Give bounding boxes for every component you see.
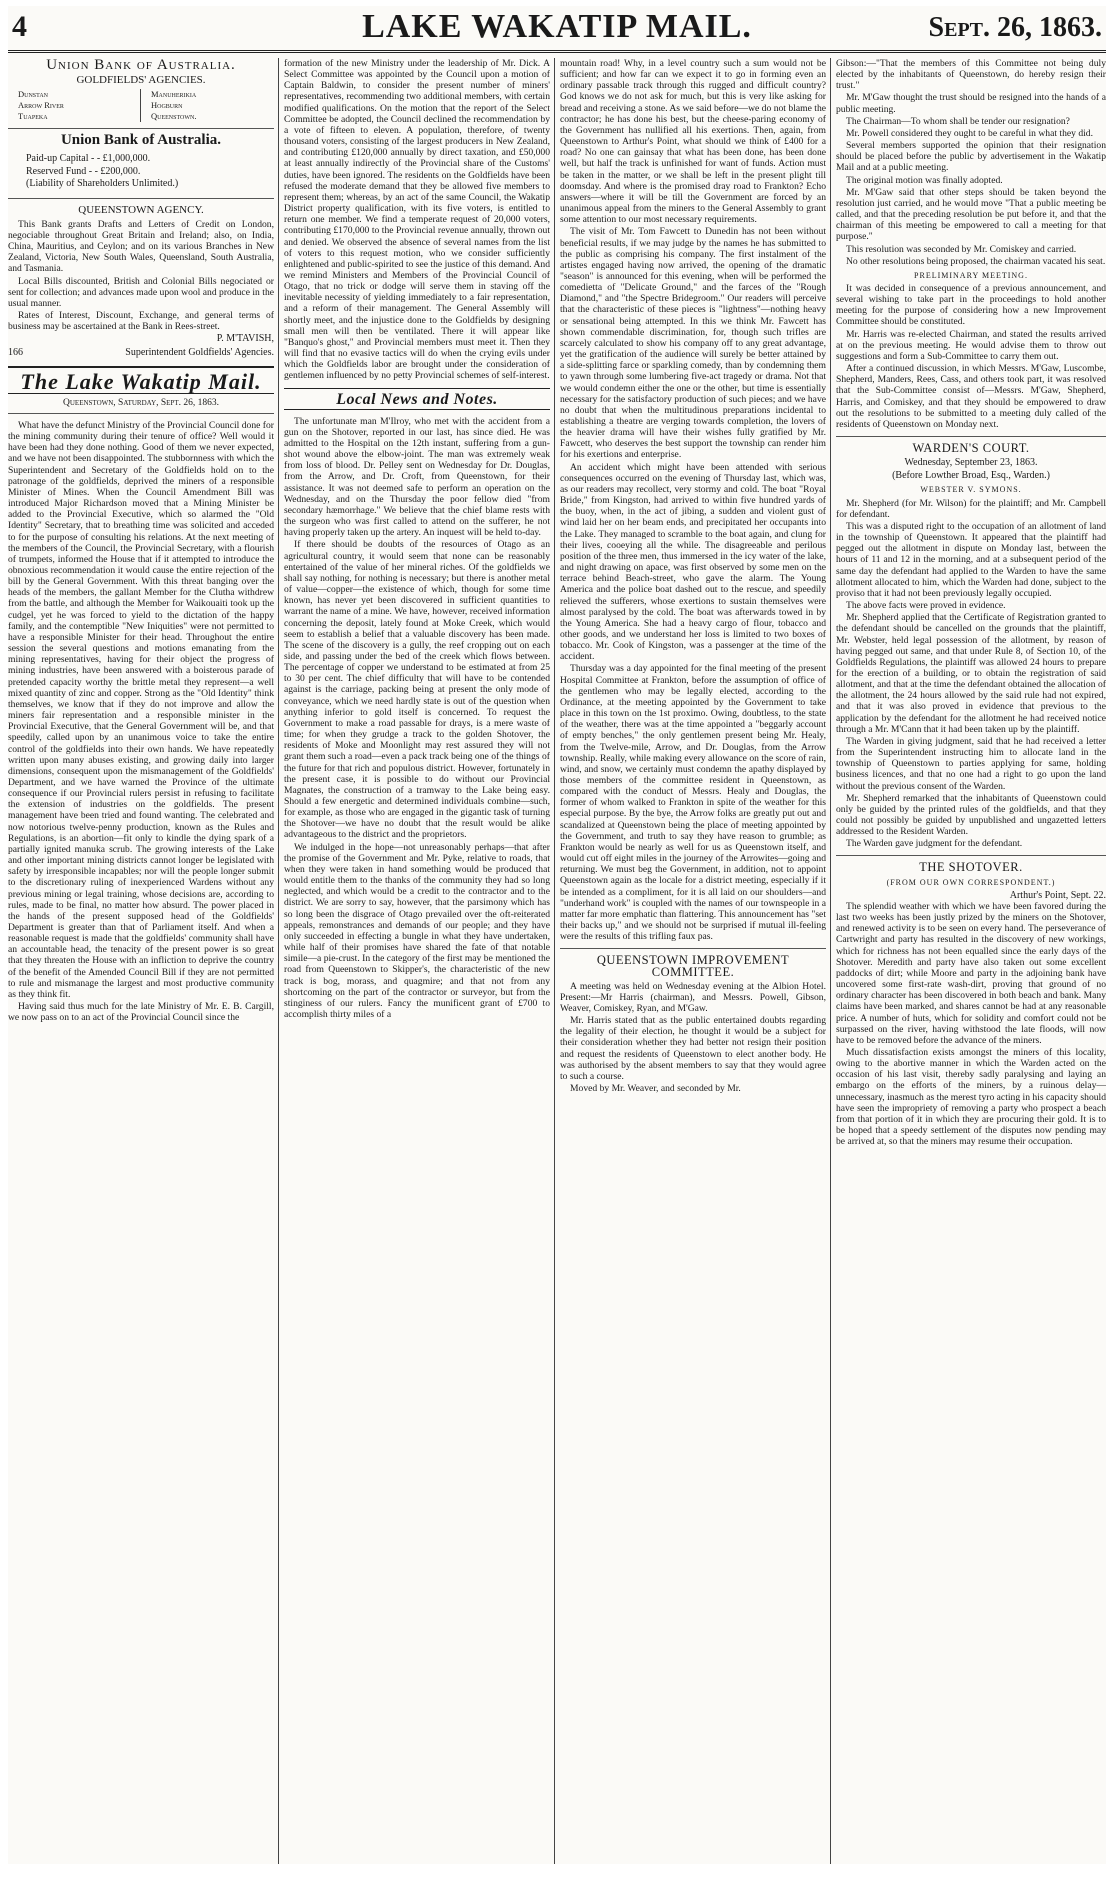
newspaper-page bbox=[8, 6, 1106, 1864]
shotover-paragraph: Much dissatisfaction exists amongst the miners of this locality, owing to the abortive manner in which the Warden acted on the occasion of his last visit, thereby sadly paralysing and laying an embargo on the efforts of the miners, by a ruinous delay—unnecessary, inasmuch as the merest tyro acting in his capacity should have seen the impropriety of removing a party who prospect a beach from that portion of it in which they are procuring their gold. It is to be hoped that a speedy settlement of the disputes now pending may be arrived at, so that the miners may resume their occupation. bbox=[836, 1046, 1106, 1148]
court-paragraph: The Warden gave judgment for the defendant. bbox=[846, 838, 1023, 850]
committee-paragraph: This resolution was seconded by Mr. Comiskey and carried. bbox=[846, 243, 1077, 255]
committee-heading: QUEENSTOWN IMPROVEMENT COMMITTEE. bbox=[560, 948, 826, 977]
capital-line: Paid-up Capital - - £1,000,000. bbox=[26, 153, 151, 165]
committee-paragraph: The Chairman—To whom shall be tender our resignation? bbox=[846, 115, 1070, 127]
agency-item: Manuherikia bbox=[151, 89, 197, 100]
agency-item: Queenstown. bbox=[151, 111, 197, 122]
news-paragraph: If there should be doubts of the resources of Otago as an agricultural country, it would seem that none can be reasonably entertained of the value of her mineral riches. Of the goldfields we shall say nothing, for nothing is necessary; but there is another metal of value—copper—the existence of which, though for some time known, has never yet been discovered in sufficient quantities to warrant the name of a mine. We have, however, received information concerning the deposit, lately found at Moke Creek, which would seem to establish a belief that a valuable discovery has been made. The scene of the discovery is a gully, the reef cropping out on each side, and passing under the bed of the creek which flows between. The percentage of copper we understand to be estimated at from 25 to 30 per cent. The chief difficulty that will have to be contended against is the carriage, packing being at present the only mode of conveyance, which we need hardly state is out of the question when anything inferior to gold itself is concerned. To request the Government to make a road passable for drays, is a mere waste of time; for when they grudge a track to the golden Shotover, the residents of Moke and Moonlight may rest assured they will not grant them such a road—even a pack track being one of the things of the future for that rich and populous district. However, fortunately in the present case, it is possible to do without our Provincial Magnates, the construction of a tramway to the Lake being easy. Should a few energetic and determined individuals combine—such, for example, as those who are engaged in the gigantic task of turning the Shotover—we have no doubt that the result would be alike advantageous to the district and the proprietors. bbox=[284, 539, 550, 841]
preliminary-paragraph: Mr. Harris was re-elected Chairman, and stated the results arrived at on the previous meeting. He would advise them to throw out suggestions and form a Sub-Committee to carry them out. bbox=[836, 328, 1106, 362]
dateline: Queenstown, Saturday, Sept. 26, 1863. bbox=[8, 398, 274, 414]
editorial-paragraph: Having said thus much for the late Ministry of Mr. E. B. Cargill, we now pass on to an act of the Provincial Council since the bbox=[8, 1001, 274, 1024]
court-paragraph: The above facts were proved in evidence. bbox=[846, 600, 1006, 612]
committee-paragraph: A meeting was held on Wednesday evening at the Albion Hotel. Present:—Mr Harris (chairman), and Messrs. Powell, Gibson, Weaver, Comiskey, Ryan, and M'Gaw. bbox=[560, 980, 826, 1014]
liability-note: (Liability of Shareholders Unlimited.) bbox=[26, 178, 179, 190]
preliminary-paragraph: After a continued discussion, in which Messrs. M'Gaw, Luscombe, Shepherd, Manders, Rees, Cass, and others took part, it was resolved that the Sub-Committee consist of—Messrs. M'Gaw, Shepherd, Harris, and Comiskey, and that they should be empowered to draw out the resolutions to be submitted to a meeting duly called of the residents of Queenstown on Monday next. bbox=[836, 363, 1106, 430]
column-3 bbox=[560, 58, 826, 1864]
preliminary-meeting-heading: PRELIMINARY MEETING. bbox=[914, 270, 1028, 280]
news-paragraph: An accident which might have been attended with serious consequences occurred on the evening of Thursday last, which was, as our readers may recollect, very stormy and cold. The boat "Royal Bride," from Kingston, had arrived to within five hundred yards of the buoy, when, in the act of jibing, a sudden and violent gust of wind laid her on her beam ends, and precipitated her occupants into the Lake. They managed to scramble to the boat again, and clung for their lives, cooeying all the while. The disagreeable and perilous position of the three men, thus immersed in the icy water of the lake, and night drawing on apace, was first observed by some men on the terrace behind Beach-street, who gave the alarm. The Young America and the police boat dashed out to the rescue, and speedily relieved the sufferers, whose exertions to sustain themselves were almost paralysed by the cold. The boat was afterwards towed in by the Young America. She had a heavy cargo of flour, tobacco and other goods, and we understand her loss is limited to two boxes of tobacco. Mr. Cook of Kingston, was a passenger at the time of the accident. bbox=[560, 461, 826, 663]
signer-name: P. M'TAVISH, bbox=[216, 333, 274, 345]
committee-paragraph: Several members supported the opinion that their resignation should be placed before the public by advertisement in the Wakatip Mail and at a public meeting. bbox=[836, 140, 1106, 174]
agency-item: Arrow River bbox=[18, 100, 141, 111]
committee-paragraph: Mr. Powell considered they ought to be careful in what they did. bbox=[846, 127, 1093, 139]
page-number: 4 bbox=[12, 10, 27, 43]
masthead bbox=[8, 6, 1106, 53]
committee-paragraph: No other resolutions being proposed, the chairman vacated his seat. bbox=[846, 255, 1106, 267]
court-paragraph: This was a disputed right to the occupation of an allotment of land in the township of Queenstown. It appeared that the plaintiff had pegged out the allotment in dispute on Monday last, between the hours of 11 and 12 in the morning, and at a subsequent period of the same day the defendant had applied to the Warden to have the same allotment allocated to him, which the Warden had done, subject to the proviso that it had not been previously legally occupied. bbox=[836, 520, 1106, 599]
committee-paragraph: Moved by Mr. Weaver, and seconded by Mr. bbox=[570, 1083, 741, 1095]
case-name: WEBSTER V. SYMONS. bbox=[920, 485, 1022, 495]
agency-item: Tuapeka bbox=[18, 111, 141, 122]
court-paragraph: The Warden in giving judgment, said that he had received a letter from the Superintendent instructing him to allocate land in the township of Queenstown to parties applying for same, holding business licences, and that no one had a right to go upon the land without the previous consent of the Warden. bbox=[836, 735, 1106, 792]
court-before: (Before Lowther Broad, Esq., Warden.) bbox=[892, 470, 1050, 482]
ad-number: 166 bbox=[8, 346, 23, 358]
news-paragraph: We indulged in the hope—not unreasonably perhaps—that after the promise of the Government and Mr. Pyke, relative to roads, that when they were taken in hand something would be produced that would entitle them to the thanks of the community they had so long neglected, and which would be a credit to the contractor and to the district. We are sorry to say, however, that the parsimony which has so long been the disgrace of Otago prevailed over the oft-reiterated appeals, remonstrances and demands of our people; and they have only succeeded in effecting a bungle in what they have undertaken, while half of their promises have shared the fate of that notable simile—a pie-crust. In the category of the first may be mentioned the road from Queenstown to Skipper's, the characteristic of the new track is bog, morass, and quagmire; and that not from any shortcoming on the part of the contractor or surveyor, but from the stinginess of our rulers. Fancy the munificent grant of £700 to accomplish thirty miles of a bbox=[284, 841, 550, 1020]
bank-heading: Union Bank of Australia. bbox=[46, 58, 236, 73]
column-2 bbox=[284, 58, 550, 1864]
agency-item: Dunstan bbox=[18, 89, 141, 100]
bank-advertisement bbox=[8, 60, 274, 358]
shotover-subheading: (FROM OUR OWN CORRESPONDENT.) bbox=[886, 877, 1056, 887]
court-date: Wednesday, September 23, 1863. bbox=[904, 457, 1038, 469]
editorial-paragraph: formation of the new Ministry under the leadership of Mr. Dick. A Select Committee was appointed by the Council upon a motion of Captain Baldwin, to consider the present number of miners' representatives, recommending two additional members, with certain modified qualifications. On the motion that the report of the Select Committee be adopted, the Council declined the recommendation by a vote of fifteen to eleven. A population, therefore, of twenty thousand voters, consisting of the largest producers in New Zealand, and contributing £120,000 annually by direct taxation, and £50,000 at least annually indirectly of the Provincial share of the Customs' duties, have been ignored. The residents on the Goldfields have been refused the moderate demand that they be allowed five members to represent them; whereas, by an act of the same Council, the Wakatip District property qualification, with its five voters, is entitled to return one member. We find a temperate request of 20,000 voters, contributing £170,000 to the Provincial revenue annually, thrown out and denied. We observed the absence of several names from the list of voters to this request motion, who we consider sufficiently enlightened and public-spirited to see the justice of this demand. And we remind Ministers and Members of the Provincial Council of Otago, that no trick or dodge will serve them in staving off the inevitable necessity of yielding immediately to a fair representation, and a reform of their management. The General Assembly will shortly meet, and the injustice done to the Goldfields by designing small men will then be ventilated. There it will appear like "Banquo's ghost," and Provincial members must meet it. Then they will find that no evasive tactics will do when the crying evils under which the Goldfields labor are brought under the consideration of gentlemen influenced by no petty Provincial schemes of self-interest. bbox=[284, 58, 550, 382]
agency-item: Hogburn bbox=[151, 100, 183, 111]
committee-paragraph: Mr. M'Gaw thought the trust should be resigned into the hands of a public meeting. bbox=[836, 92, 1106, 115]
court-paragraph: Mr. Shepherd applied that the Certificate of Registration granted to the defendant should be cancelled on the grounds that the plaintiff, Mr. Webster, held legal possession of the allotment, by reason of having pegged out same, and that under Rule 8, of Section 10, of the Goldfields Regulations, the plaintiff was allowed 24 hours to prepare for the erection of a building, or to obtain the registration of said allotment, and that at the time the defendant obtained the allocation of the allotment, the 24 hours allowed by the said rule had not expired, and that it was also proved in evidence that previous to the application by the defendant for the allotment he had received notice through a Mr. M'Cann that it had been taken up by the plaintiff. bbox=[836, 612, 1106, 735]
signature-line bbox=[8, 347, 274, 358]
court-paragraph: Mr. Shepherd remarked that the inhabitants of Queenstown could only be guided by the printed rules of the goldfields, and that they could not possibly be guided by unpublished and ungazetted letters addressed to the Resident Warden. bbox=[836, 792, 1106, 838]
columns bbox=[8, 58, 1106, 1864]
agency-title: QUEENSTOWN AGENCY. bbox=[8, 198, 274, 216]
news-paragraph: The unfortunate man M'Ilroy, who met with the accident from a gun on the Shotover, reported in our last, has since died. He was admitted to the Hospital on the 12th instant, suffering from a gun-shot wound above the elbow-joint. The man was extremely weak from loss of blood. Dr. Pelley sent on Wednesday for Dr. Douglas, from the Arrow, and Dr. Croft, from Queenstown, for their assistance. It was not deemed safe to perform an operation on the Wednesday, and on the Thursday the poor fellow died "from secondary hæmorrhage." We believe that the chief blame rests with the surgeon who was first called to attend on the sufferer, he not having properly taken up the artery. An inquest will be held to-day. bbox=[284, 415, 550, 539]
court-paragraph: Mr. Shepherd (for Mr. Wilson) for the plaintiff; and Mr. Campbell for defendant. bbox=[836, 497, 1106, 520]
agency-paragraph: This Bank grants Drafts and Letters of Credit on London, negociable throughout Great Britain and Ireland; also, on India, China, Mauritius, and Ceylon; and on its various Branches in New Zealand, Victoria, New South Wales, Queensland, South Australia, and Tasmania. bbox=[8, 218, 274, 275]
committee-paragraph: Gibson:—"That the members of this Committee not being duly elected by the inhabitants of Queenstown, do hereby resign their trust." bbox=[836, 58, 1106, 92]
bank-name: Union Bank of Australia. bbox=[8, 128, 274, 146]
newspaper-title: LAKE WAKATIP MAIL. bbox=[362, 8, 752, 45]
editorial-paragraph: What have the defunct Ministry of the Provincial Council done for the mining community during their tenure of office? Well would it have been had they done nothing. Good of them we never expected, and we have not been disappointed. The stubbornness with which the Superintendent and Secretary of the Goldfields hold on to the patronage of the goldfields, deprived the miners of a responsible Minister of Mines. When the Council Amendment Bill was introduced Major Richardson moved that a Mining Minister be added to the Provincial Executive, which so alarmed the "Old Identity" Secretary, that to breathing time was solicited and acceded to for the purpose of consulting his relations. At the next meeting of the members of the Council, the Provincial Secretary, with a flourish of trumpets, informed the House that if it attempted to introduce the obnoxious recommendation it would cause the entire rejection of the bill by the General Government. With this threat banging over the heads of the members, the gallant Member for the Clutha withdrew from the battle, and although the Member for Waikouaiti took up the cudgel, yet he was forced to yield to the dictation of the happy family, and the contemptible "New Iniquities" were not permitted to have a responsible Minister for their head. Throughout the entire session the several questions and motions emanating from the mining representatives, having for their object the progress of mining industries, have been answered with a boisterous parade of pretended capacity worthy the brittle metal they represent—a well mixed quantity of zinc and copper. Strong as the "Old Identity" think themselves, we know that if they do not improve and allow the miners fair representation and a responsible minister in the Provincial Executive, that the General Government will be, and that speedily, called upon by an unanimous voice to take the entire control of the goldfields into their own hands. We have repeatedly written upon many abuses existing, and growing daily into larger dimensions, consequent upon the mismanagement of the Goldfields' Department, and we have warned the Province of the ultimate consequence if our Provincial rulers persist in refusing to facilitate the extension of industries on the goldfields. The present management have been tried and found wanting. The celebrated and now notorious twelve-penny production, known as the Rules and Regulations, is an abortion—fit only to kindle the dying spark of a partially ignited manuka scrub. The growing interests of the Lake and other important mining districts cannot longer be legislated with safety by irresponsible incapables; nor will the people longer submit to the discretionary ruling of inexperienced Wardens without any previous mining or legal training, whose decisions are, according to rules, made to be final, no matter how absurd. The power placed in the hands of the present supposed head of the Goldfields' Department is greater than that of Parliament itself. And when a reasonable request is made that the goldfields' community shall have an accountable head, the tenacity of the present power is so great that they threaten the House with an infliction to deprive the country of the benefit of the Amended Council Bill if they are not permitted to rule and mismanage the largest and most productive community as they think fit. bbox=[8, 419, 274, 1000]
agency-paragraph: Rates of Interest, Discount, Exchange, and general terms of business may be ascertained at the Bank in Rees-street. bbox=[8, 310, 274, 333]
shotover-dateline: Arthur's Point, Sept. 22. bbox=[1009, 889, 1106, 901]
column-4 bbox=[836, 58, 1106, 1864]
news-paragraph: The visit of Mr. Tom Fawcett to Dunedin has not been without beneficial results, if we may judge by the names he has submitted to the public as comprising his company. The first instalment of the artistes engaged having now arrived, the opening of the dramatic "season" is announced for this evening, when will be performed the comedietta of "Delicate Ground," and the farces of the "Rough Diamond," and "the Spectre Bridegroom." Our readers will perceive that the characteristic of these pieces is "lightness"—nothing heavy or sensational being attempted. In this we think Mr. Fawcett has shown commendable discrimination, for, though such trifles are scarcely calculated to show his company off to any great advantage, yet the gratification of the audience will surely be better attained by a side-splitting farce or sparkling comedy, than by condemning them to yawn through some lumbering five-act tragedy or drama. Not that we would condemn either the one or the other, but time is essentially necessary for the satisfactory production of such pieces; and we have no doubt that when the multitudinous preparations incidental to establishing a theatre are verging towards completion, the lovers of the heavier drama will have their wishes fully gratified by Mr. Fawcett, who deserves the best support the township can render him for his exertions and enterprise. bbox=[560, 226, 826, 461]
agencies-list bbox=[8, 89, 274, 122]
preliminary-paragraph: It was decided in consequence of a previous announcement, and several wishing to take part in the proceedings to hold another meeting for the purpose of considering how a new Improvement Committee should be constituted. bbox=[836, 282, 1106, 328]
wardens-court-heading: WARDEN'S COURT. bbox=[836, 436, 1106, 454]
issue-date: Sept. 26, 1863. bbox=[928, 12, 1102, 43]
news-paragraph: Thursday was a day appointed for the final meeting of the present Hospital Committee at Frankton, before the assumption of office of the gentlemen who may be legally elected, according to the Ordinance, at the meeting appointed by the Government to take place in this town on the 1st proximo. Owing, doubtless, to the state of the weather, there was at the time appointed a "beggarly account of empty benches," the only gentlemen present being Mr. Healy, from the Twelve-mile, Arrow, and Dr. Douglas, from the Arrow township. Really, while making every allowance on the score of rain, wind, and snow, we certainly must condemn the apathy displayed by those members of the committee resident in Queenstown, as compared with the conduct of Messrs. Healy and Douglas, the former of whom walked to Frankton in spite of the weather for this especial purpose. By the bye, the Arrow folks are greatly put out and scandalized at Queenstown being the place of meeting appointed by the Government, and truth to say they have reason to grumble; as Frankton would be nearly as well for us as Queenstown itself, and would cut off eight miles in the journey of the Arrowites—going and returning. We must beg the Government, in addition, not to appoint Queenstown again as the locale for a district meeting, especially if it be intended as a compliment, for it is all laid on our shoulders—and "underhand work" is coupled with the names of our townspeople in a matter far more emphatic than flattering. This announcement has "set their backs up," and we should not be surprised if mutual ill-feeling were the results of this trifling faux pas. bbox=[560, 663, 826, 943]
goldfields-agencies-heading: GOLDFIELDS' AGENCIES. bbox=[76, 74, 206, 87]
shotover-heading: THE SHOTOVER. bbox=[836, 855, 1106, 873]
committee-paragraph: Mr. M'Gaw said that other steps should be taken beyond the resolution just carried, and he would move "That a public meeting be called, and that the preceding resolution be put before it, and that the chairman of this meeting be empowered to call a meeting for that purpose." bbox=[836, 186, 1106, 243]
column-1 bbox=[8, 58, 274, 1864]
capital-line: Reserved Fund - - £200,000. bbox=[26, 166, 141, 178]
committee-paragraph: The original motion was finally adopted. bbox=[846, 174, 1003, 186]
paper-title: The Lake Wakatip Mail. bbox=[8, 366, 274, 394]
signer-title: Superintendent Goldfields' Agencies. bbox=[125, 346, 274, 358]
agency-paragraph: Local Bills discounted, British and Colonial Bills negociated or sent for collection; and advances made upon wool and produce in the usual manner. bbox=[8, 275, 274, 309]
committee-paragraph: Mr. Harris stated that as the public entertained doubts regarding the legality of their election, he thought it would be a subject for their consideration whether they had better not resign their position and request the residents of Queenstown to elect another body. He was authorised by the absent members to say that they would agree to such a course. bbox=[560, 1015, 826, 1082]
news-paragraph: mountain road! Why, in a level country such a sum would not be sufficient; and how far can we expect it to go in forming even an ordinary passable track through this rugged and difficult country? God knows we do not ask for much, but this is very like asking for bread and receiving a stone. As we said before—we do not blame the contractor; he has done his best, but the cheese-paring economy of the Government has nullified all his exertions. Then, again, from Queenstown to Arthur's Point, what should we think of £400 for a road? No one can gainsay that what has been done, has been done well, but half the track is unfinished for want of funds. Action must be taken in the matter, or we shall be left in the present plight till doomsday. And where is the promised dray road to Frankton? Echo answers—where it will be till the Government are forced by an unanimous appeal from the miners to the General Assembly to grant some attention to our most necessary requirements. bbox=[560, 58, 826, 226]
local-news-heading: Local News and Notes. bbox=[284, 388, 550, 410]
shotover-paragraph: The splendid weather with which we have been favored during the last two weeks has been justly prized by the miners on the Shotover, and renewed activity is to be seen on every hand. The perseverance of Cartwright and party has resulted in the discovery of new workings, which for richness has not been equalled since the early days of the Shotover. Meredith and party have also taken out some excellent paddocks of dirt; while Moore and party in the adjoining bank have uncovered some first-rate wash-dirt, proving that ground of no ordinary character has been discovered in both beach and bank. Many claims have been marked, and shares cannot be had at any reasonable price. A number of huts, which for solidity and comfort could not be surpassed on the river, having withstood the late floods, will now have to be removed before the advance of the miners. bbox=[836, 900, 1106, 1046]
